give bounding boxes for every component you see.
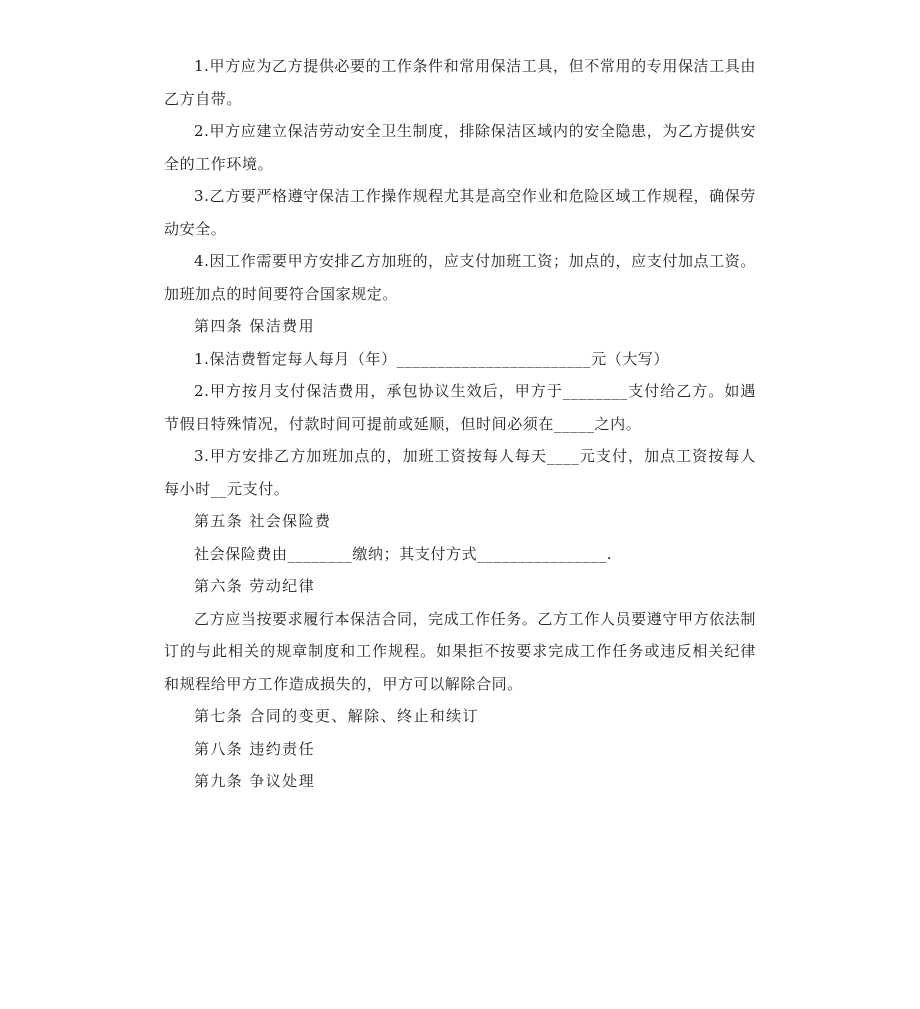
- fee-item-2: 2.甲方按月支付保洁费用，承包协议生效后，甲方于________支付给乙方。如遇节假日特殊情况，付款时间可提前或延顺，但时间必须在_____之内。: [164, 382, 756, 433]
- article-9-heading: 第九条 争议处理: [194, 772, 315, 790]
- article-5-heading: 第五条 社会保险费: [194, 512, 332, 530]
- fee-item-1: 1.保洁费暂定每人每月（年）________________________元（大写）: [194, 349, 670, 368]
- article-8-heading: 第八条 违约责任: [194, 739, 315, 758]
- article-7-heading: 第七条 合同的变更、解除、终止和续订: [194, 707, 479, 725]
- insurance-paragraph: 社会保险费由________缴纳；其支付方式________________.: [194, 544, 613, 563]
- article-4-heading: 第四条 保洁费用: [194, 317, 315, 335]
- clause-item-2: 2.甲方应建立保洁劳动安全卫生制度，排除保洁区域内的安全隐患，为乙方提供安全的工作环境。: [164, 122, 756, 173]
- clause-item-3: 3.乙方要严格遵守保洁工作操作规程尤其是高空作业和危险区域工作规程，确保劳动安全。: [164, 187, 756, 238]
- document-body: [164, 50, 756, 798]
- fee-item-3: 3.甲方安排乙方加班加点的，加班工资按每人每天____元支付，加点工资按每人每小时__元支付。: [164, 447, 756, 498]
- discipline-paragraph: 乙方应当按要求履行本保洁合同，完成工作任务。乙方工作人员要遵守甲方依法制订的与此相关的规章制度和工作规程。如果拒不按要求完成工作任务或违反相关纪律和规程给甲方工作造成损失的，甲方可以解除合同。: [164, 609, 756, 693]
- clause-item-4: 4.因工作需要甲方安排乙方加班的，应支付加班工资；加点的，应支付加点工资。加班加点的时间要符合国家规定。: [164, 252, 756, 303]
- clause-item-1: 1.甲方应为乙方提供必要的工作条件和常用保洁工具，但不常用的专用保洁工具由乙方自带。: [164, 57, 756, 108]
- article-6-heading: 第六条 劳动纪律: [194, 577, 315, 595]
